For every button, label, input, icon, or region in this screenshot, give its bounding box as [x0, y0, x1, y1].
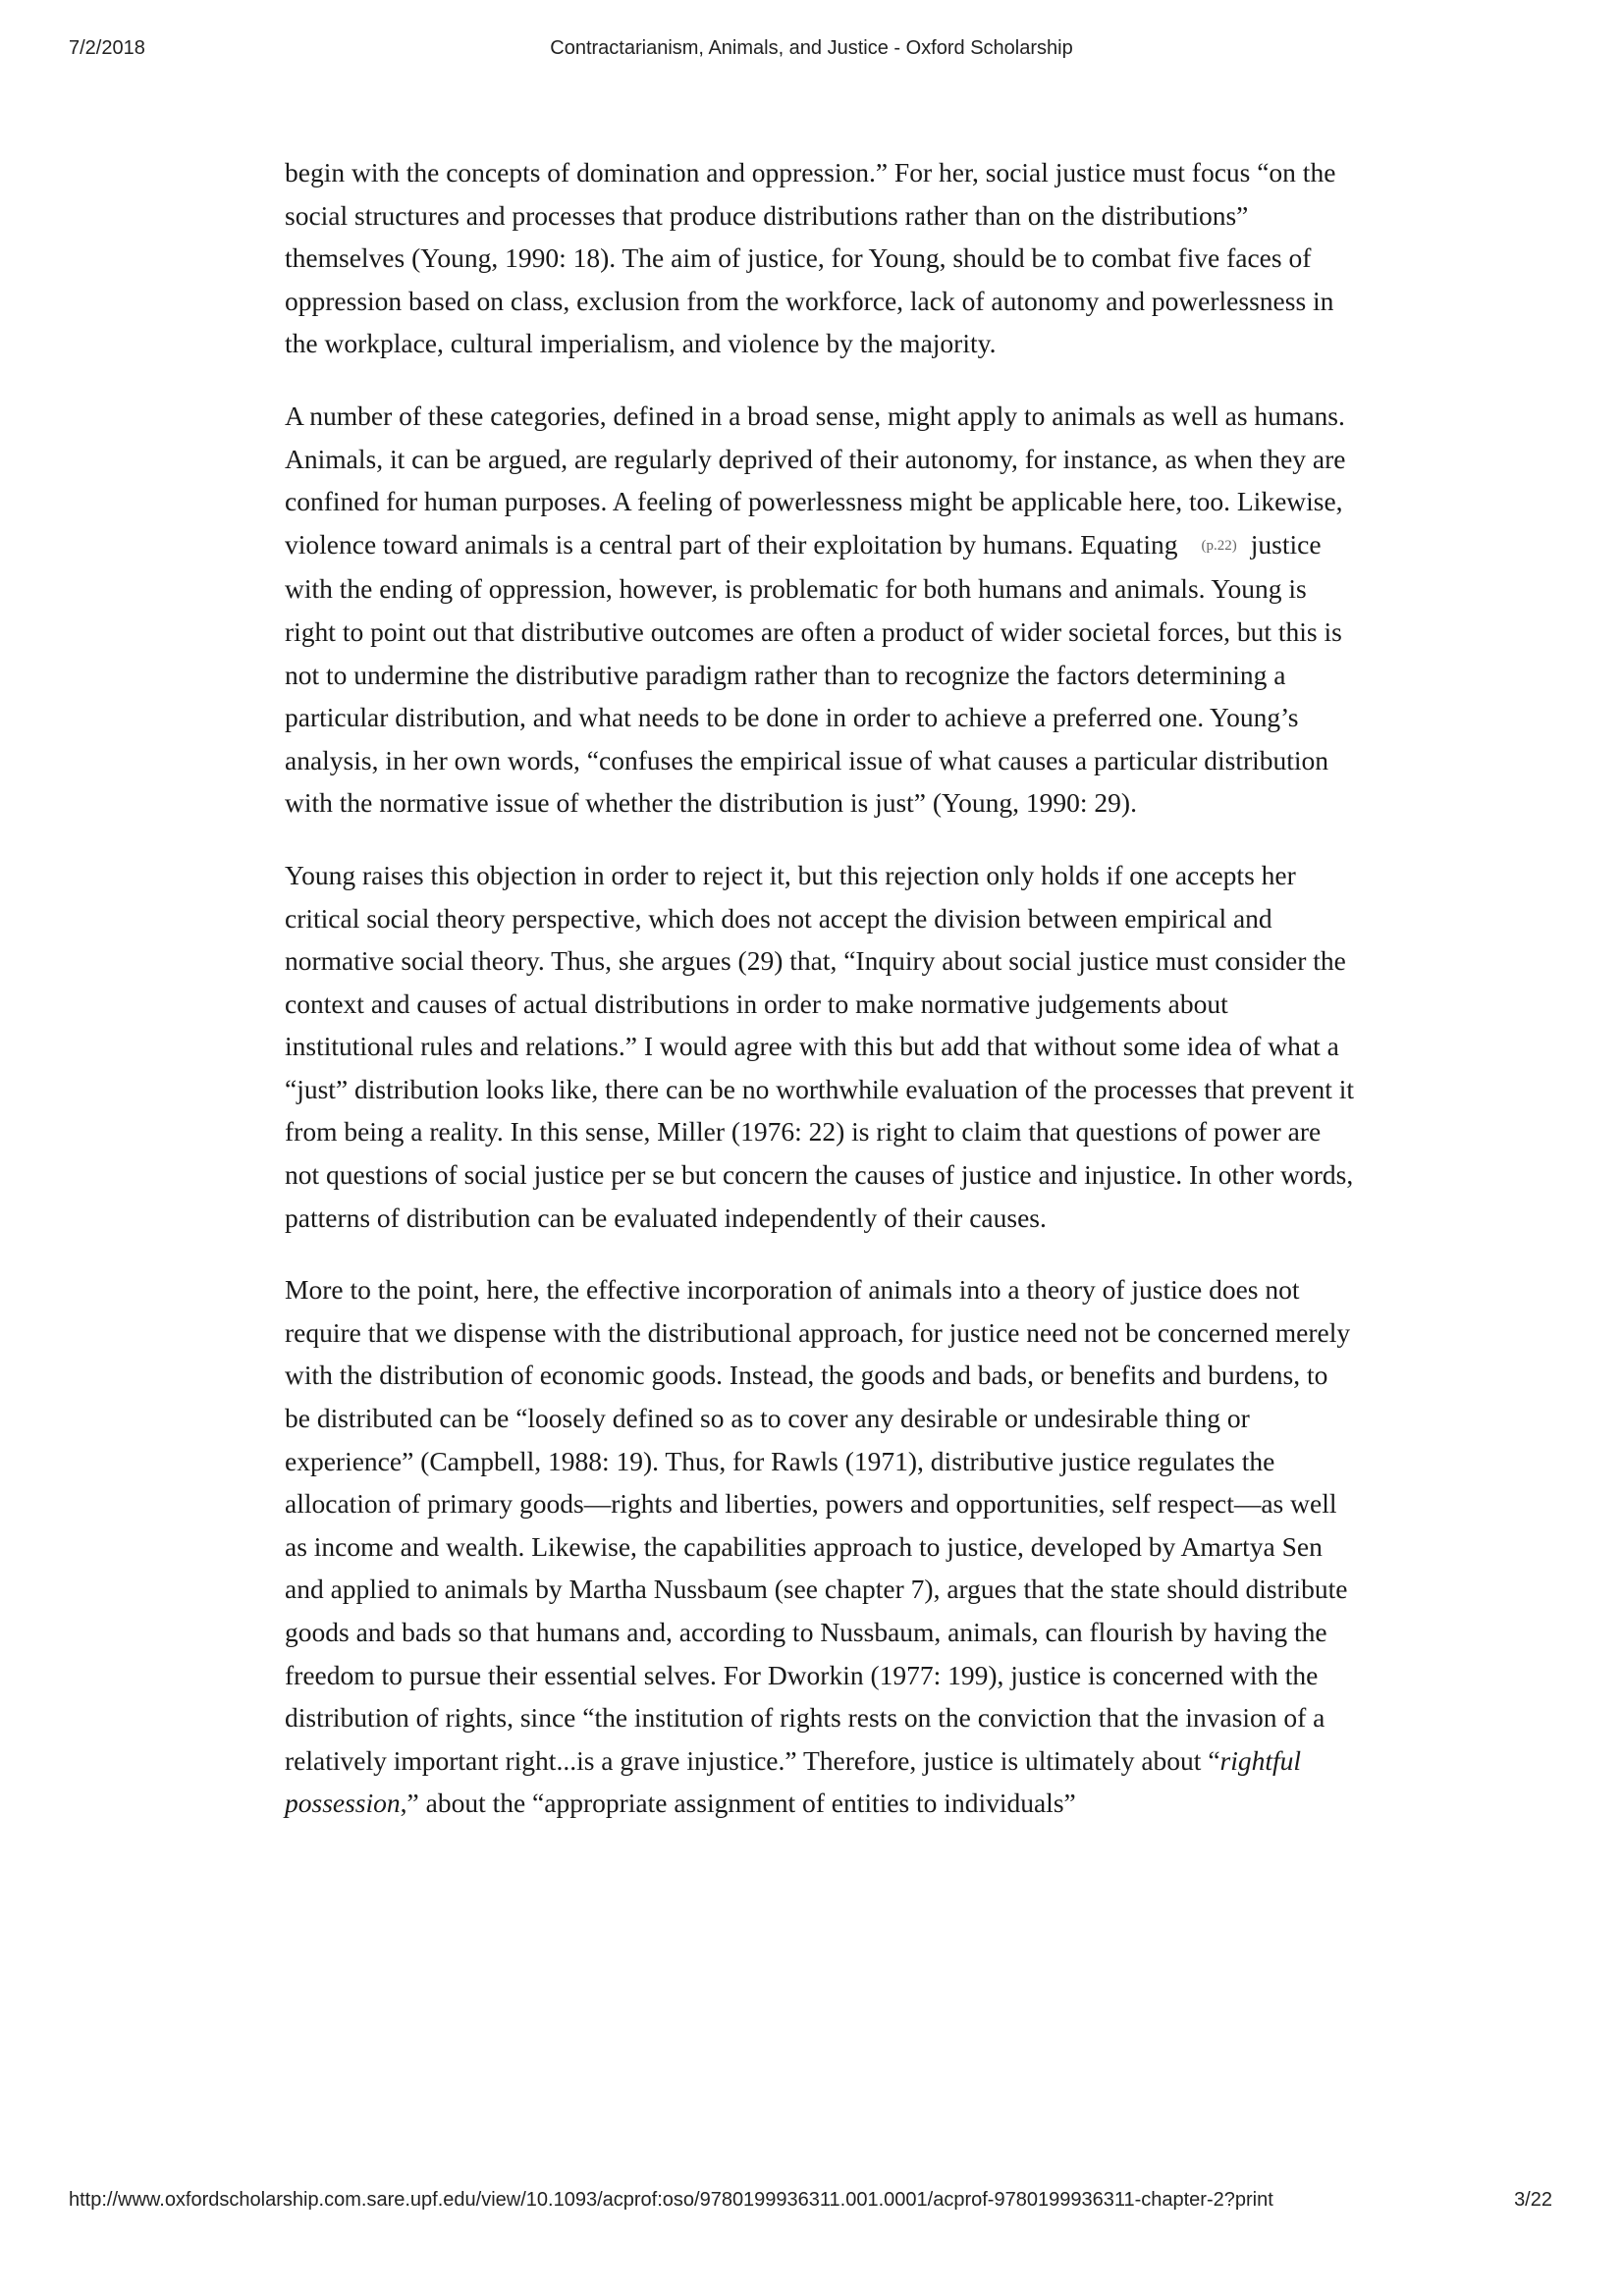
- paragraph-3: Young raises this objection in order to reject it, but this rejection only holds if one accepts her critical social theory perspective, which does not accept the division between empirical and normative social theory. Thus, she argues (29) that, “Inquiry about social justice must consider the context and causes of actual distributions in order to make normative judgements about institutional rules and relations.” I would agree with this but add that without some idea of what a “just” distribution looks like, there can be no worthwhile evaluation of the processes that prevent it from being a reality. In this sense, Miller (1976: 22) is right to claim that questions of power are not questions of social justice per se but concern the causes of justice and injustice. In other words, patterns of distribution can be evaluated independently of their causes.: [285, 859, 1355, 1233]
- paragraph-2-part-1: A number of these categories, defined in a broad sense, might apply to animals as well as humans. Animals, it can be argued, are regularly deprived of their autonomy, for instance, as when they are confined for human purposes. A feeling of powerlessness might be applicable here, too. Likewise, violence toward animals is a central part of their exploitation by humans. Equating: [285, 400, 1346, 560]
- page-number-marker: (p.22): [1201, 537, 1237, 554]
- paragraph-2: [285, 395, 1355, 825]
- paragraph-4-end: ,” about the “appropriate assignment of entities to individuals”: [400, 1788, 1076, 1819]
- print-header: [0, 37, 1623, 67]
- paragraph-4-main: More to the point, here, the effective incorporation of animals into a theory of justice does not require that we dispense with the distributional approach, for justice need not be concerned merely with the distribution of economic goods. Instead, the goods and bads, or benefits and burdens, to be distributed can be “loosely defined so as to cover any desirable or undesirable thing or experience” (Campbell, 1988: 19). Thus, for Rawls (1971), distributive justice regulates the allocation of primary goods—rights and liberties, powers and opportunities, self respect—as well as income and wealth. Likewise, the capabilities approach to justice, developed by Amartya Sen and applied to animals by Martha Nussbaum (see chapter 7), argues that the state should distribute goods and bads so that humans and, according to Nussbaum, animals, can flourish by having the freedom to pursue their essential selves. For Dworkin (1977: 199), justice is concerned with the distribution of rights, since “the institution of rights rests on the conviction that the invasion of a relatively important right...is a grave injustice.” Therefore, justice is ultimately about “: [285, 1274, 1351, 1776]
- document-title: Contractarianism, Animals, and Justice - Oxford Scholarship: [550, 37, 1073, 59]
- print-footer: [0, 2189, 1623, 2218]
- paragraph-2-part-2: justice with the ending of oppression, however, is problematic for both humans and animals. Young is right to point out that distributive outcomes are often a product of wider societal forces, but this is not to undermine the distributive paradigm rather than to recognize the factors determining a particular distribution, and what needs to be done in order to achieve a preferred one. Young’s analysis, in her own words, “confuses the empirical issue of what causes a particular distribution with the normative issue of whether the distribution is just” (Young, 1990: 29).: [285, 528, 1342, 819]
- italic-phrase: rightful possession: [285, 1744, 1302, 1819]
- chapter-body: [285, 151, 1355, 1854]
- page-count: 3/22: [1514, 2189, 1552, 2211]
- page-url: http://www.oxfordscholarship.com.sare.upf.edu/view/10.1093/acprof:oso/9780199936311.001.0001/acprof-9780199936311-chapter-2?print: [69, 2189, 1273, 2211]
- paragraph-4: [285, 1268, 1355, 1825]
- paragraph-1: begin with the concepts of domination and oppression.” For her, social justice must focus “on the social structures and processes that produce distributions rather than on the distributions” themselves (Young, 1990: 18). The aim of justice, for Young, should be to combat five faces of oppression based on class, exclusion from the workforce, lack of autonomy and powerlessness in the workplace, cultural imperialism, and violence by the majority.: [285, 157, 1336, 359]
- print-date: 7/2/2018: [69, 37, 145, 59]
